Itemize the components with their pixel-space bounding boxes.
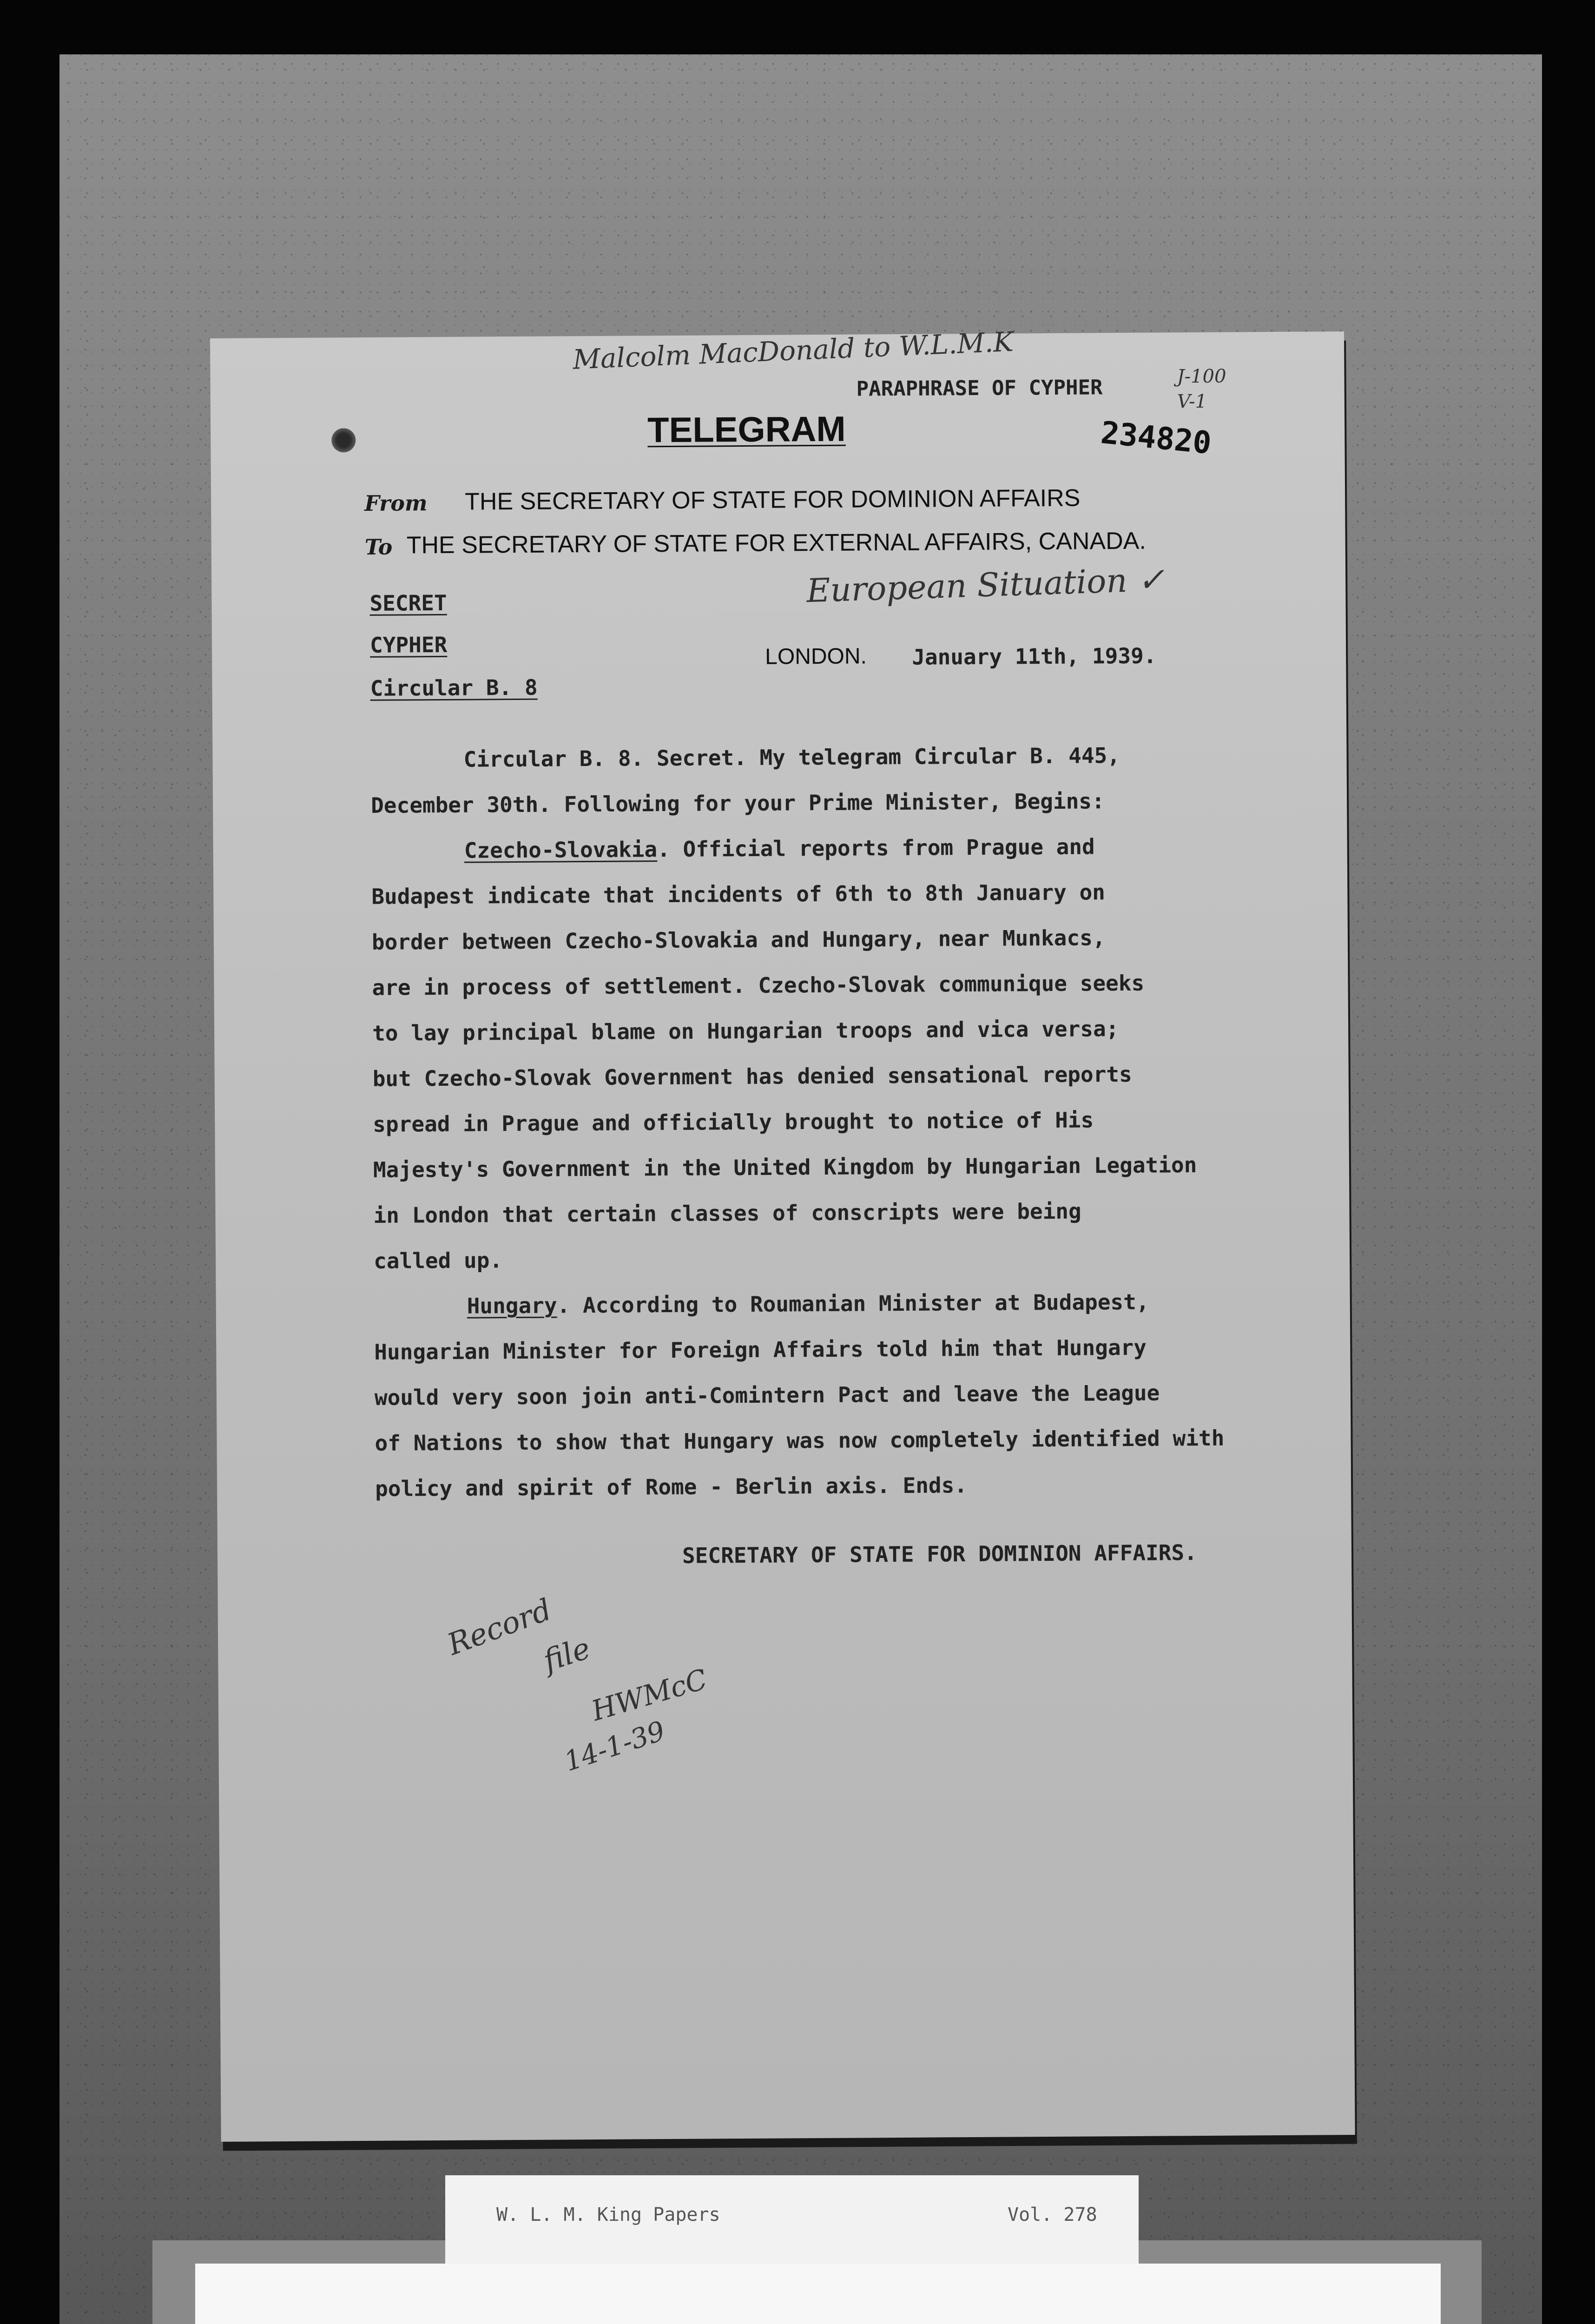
body-line: to lay principal blame on Hungarian troops and vica versa; [372, 1016, 1119, 1046]
body-line: are in process of settlement. Czecho-Slovak communique seeks [372, 970, 1145, 1000]
collection-tab [445, 2175, 1139, 2268]
body-line: called up. [373, 1248, 503, 1274]
body-line: policy and spirit of Rome - Berlin axis. Ends. [375, 1472, 968, 1501]
signature-line: SECRETARY OF STATE FOR DOMINION AFFAIRS. [682, 1540, 1197, 1568]
body-line: Czecho-Slovakia. Official reports from Prague and [464, 834, 1095, 863]
body-line: border between Czecho-Slovakia and Hungary, near Munkacs, [371, 925, 1106, 955]
classification-cypher: CYPHER [369, 632, 448, 658]
handwritten-subject: European Situation ✓ [806, 560, 1166, 610]
body-line: spread in Prague and officially brought to notice of His [373, 1107, 1094, 1137]
body-line: in London that certain classes of conscripts were being [373, 1198, 1081, 1228]
to-label: To [364, 534, 393, 560]
handwritten-date: 14-1-39 [560, 1715, 669, 1778]
from-value: THE SECRETARY OF STATE FOR DOMINION AFFAIRS [464, 484, 1081, 515]
paraphrase-label: PARAPHRASE OF CYPHER [856, 376, 1103, 401]
handwritten-initials: HWMcC [588, 1663, 711, 1728]
section-heading-hungary: Hungary [467, 1293, 557, 1319]
file-reference: J-100 V-1 [1177, 365, 1226, 413]
handwritten-annotation-top: Malcolm MacDonald to W.L.M.K [572, 325, 1014, 376]
body-line: Majesty's Government in the United Kingdom by Hungarian Legation [373, 1152, 1197, 1182]
body-line: would very soon join anti-Comintern Pact and leave the League [374, 1380, 1160, 1410]
body-line: Circular B. 8. Secret. My telegram Circular B. 445, [463, 743, 1120, 772]
handwritten-note-line: file [539, 1631, 595, 1679]
archive-card [195, 2264, 1441, 2324]
body-line: December 30th. Following for your Prime Minister, Begins: [370, 788, 1105, 818]
circular-reference: Circular B. 8 [370, 674, 538, 701]
body-line: of Nations to show that Hungary was now completely identified with [375, 1425, 1225, 1456]
document-number-stamp: 234820 [1099, 415, 1213, 462]
collection-name: W. L. M. King Papers [496, 2204, 720, 2225]
body-line: Hungary. According to Roumanian Minister at Budapest, [467, 1289, 1149, 1319]
handwritten-note-line: Record [443, 1592, 556, 1663]
to-value: THE SECRETARY OF STATE FOR EXTERNAL AFFAIRS, CANADA. [406, 527, 1146, 559]
volume-number: Vol. 278 [1008, 2204, 1097, 2225]
telegram-date: January 11th, 1939. [912, 643, 1157, 670]
place-label: LONDON. [765, 644, 867, 669]
classification-secret: SECRET [369, 590, 447, 616]
body-line: Hungarian Minister for Foreign Affairs told him that Hungary [374, 1334, 1147, 1365]
section-heading-czecho-slovakia: Czecho-Slovakia [464, 837, 658, 863]
punch-hole-icon [331, 428, 356, 452]
from-label: From [364, 490, 428, 516]
telegram-page [210, 325, 1355, 2142]
body-line: but Czecho-Slovak Government has denied sensational reports [372, 1061, 1132, 1091]
telegram-title: TELEGRAM [647, 409, 846, 450]
body-line: Budapest indicate that incidents of 6th to 8th January on [371, 879, 1106, 909]
